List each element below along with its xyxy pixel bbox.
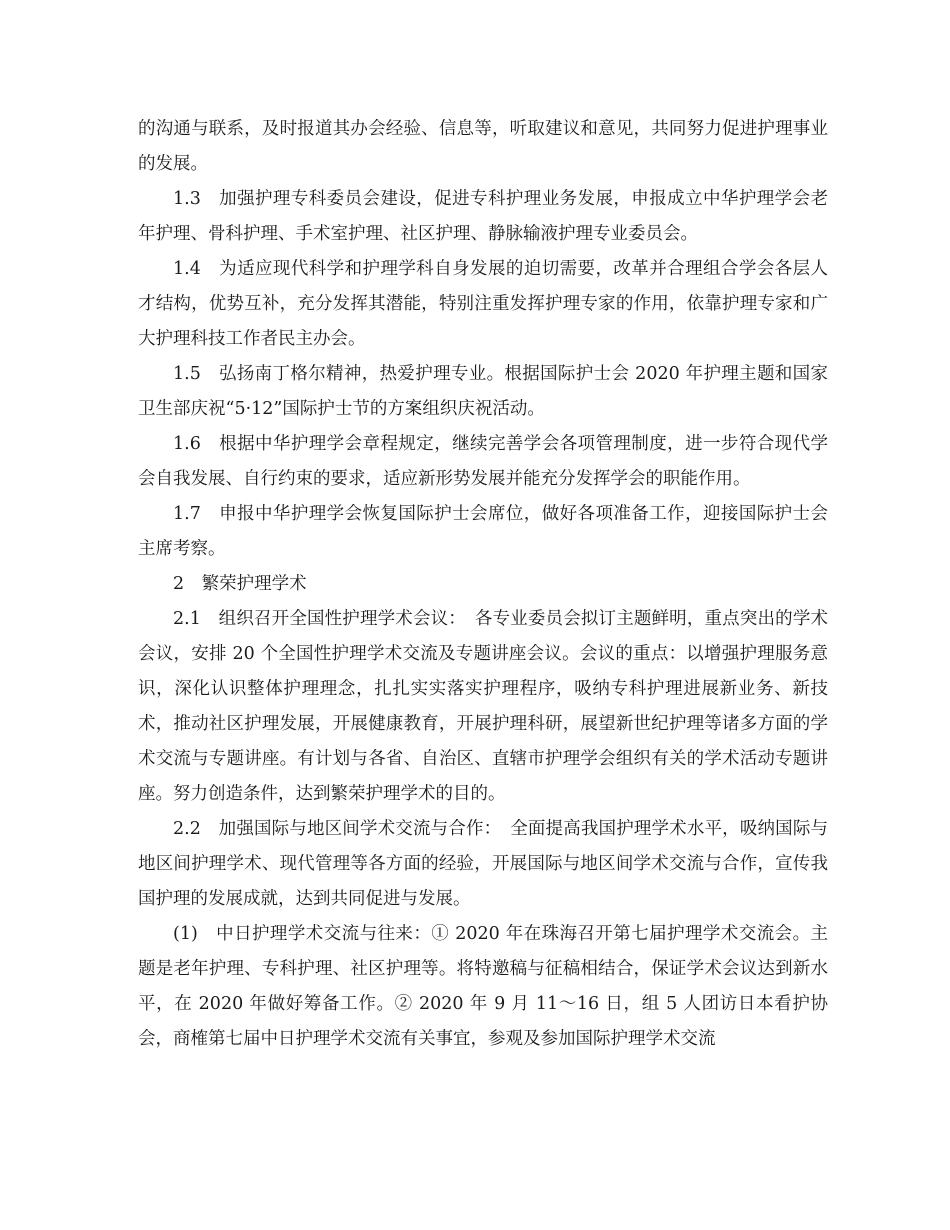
paragraph-continuation: 的沟通与联系，及时报道其办会经验、信息等，听取建议和意见，共同努力促进护理事业的发展。 (138, 119, 828, 174)
paragraph-1-3: 1.3 加强护理专科委员会建设，促进专科护理业务发展，申报成立中华护理学会老年护理、骨科护理、手术室护理、社区护理、静脉输液护理专业委员会。 (138, 189, 828, 244)
paragraph-1-5: 1.5 弘扬南丁格尔精神，热爱护理专业。根据国际护士会 2020 年护理主题和国家卫生部庆祝“5·12”国际护士节的方案组织庆祝活动。 (138, 364, 828, 419)
paragraph-1-6: 1.6 根据中华护理学会章程规定，继续完善学会各项管理制度，进一步符合现代学会自我发展、自行约束的要求，适应新形势发展并能充分发挥学会的职能作用。 (138, 434, 828, 489)
section-heading-2: 2 繁荣护理学术 (173, 574, 307, 594)
paragraph-2-1: 2.1 组织召开全国性护理学术会议： 各专业委员会拟订主题鲜明，重点突出的学术会议，安排 20 个全国性护理学术交流及专题讲座会议。会议的重点：以增强护理服务意识，深化认识整体护理理念，扎扎实实落实护理程序，吸纳专科护理进展新业务、新技术，推动社区护理发展，开展健康教育，开展护理科研，展望新世纪护理等诸多方面的学术交流与专题讲座。有计划与各省、自治区、直辖市护理学会组织有关的学术活动专题讲座。努力创造条件，达到繁荣护理学术的目的。 (138, 609, 828, 804)
document-page (138, 112, 828, 1057)
paragraph-2-2: 2.2 加强国际与地区间学术交流与合作： 全面提高我国护理学术水平，吸纳国际与地区间护理学术、现代管理等各方面的经验，开展国际与地区间学术交流与合作，宣传我国护理的发展成就，达到共同促进与发展。 (138, 819, 828, 909)
paragraph-2-2-1: (1) 中日护理学术交流与往来：① 2020 年在珠海召开第七届护理学术交流会。主题是老年护理、专科护理、社区护理等。将特邀稿与征稿相结合，保证学术会议达到新水平，在 2020 年做好筹备工作。② 2020 年 9 月 11～16 日，组 5 人团访日本看护协会，商榷第七届中日护理学术交流有关事宜，参观及参加国际护理学术交流 (138, 924, 828, 1049)
paragraph-1-4: 1.4 为适应现代科学和护理学科自身发展的迫切需要，改革并合理组合学会各层人才结构，优势互补，充分发挥其潜能，特别注重发挥护理专家的作用，依靠护理专家和广大护理科技工作者民主办会。 (138, 259, 828, 349)
paragraph-1-7: 1.7 申报中华护理学会恢复国际护士会席位，做好各项准备工作，迎接国际护士会主席考察。 (138, 504, 828, 559)
